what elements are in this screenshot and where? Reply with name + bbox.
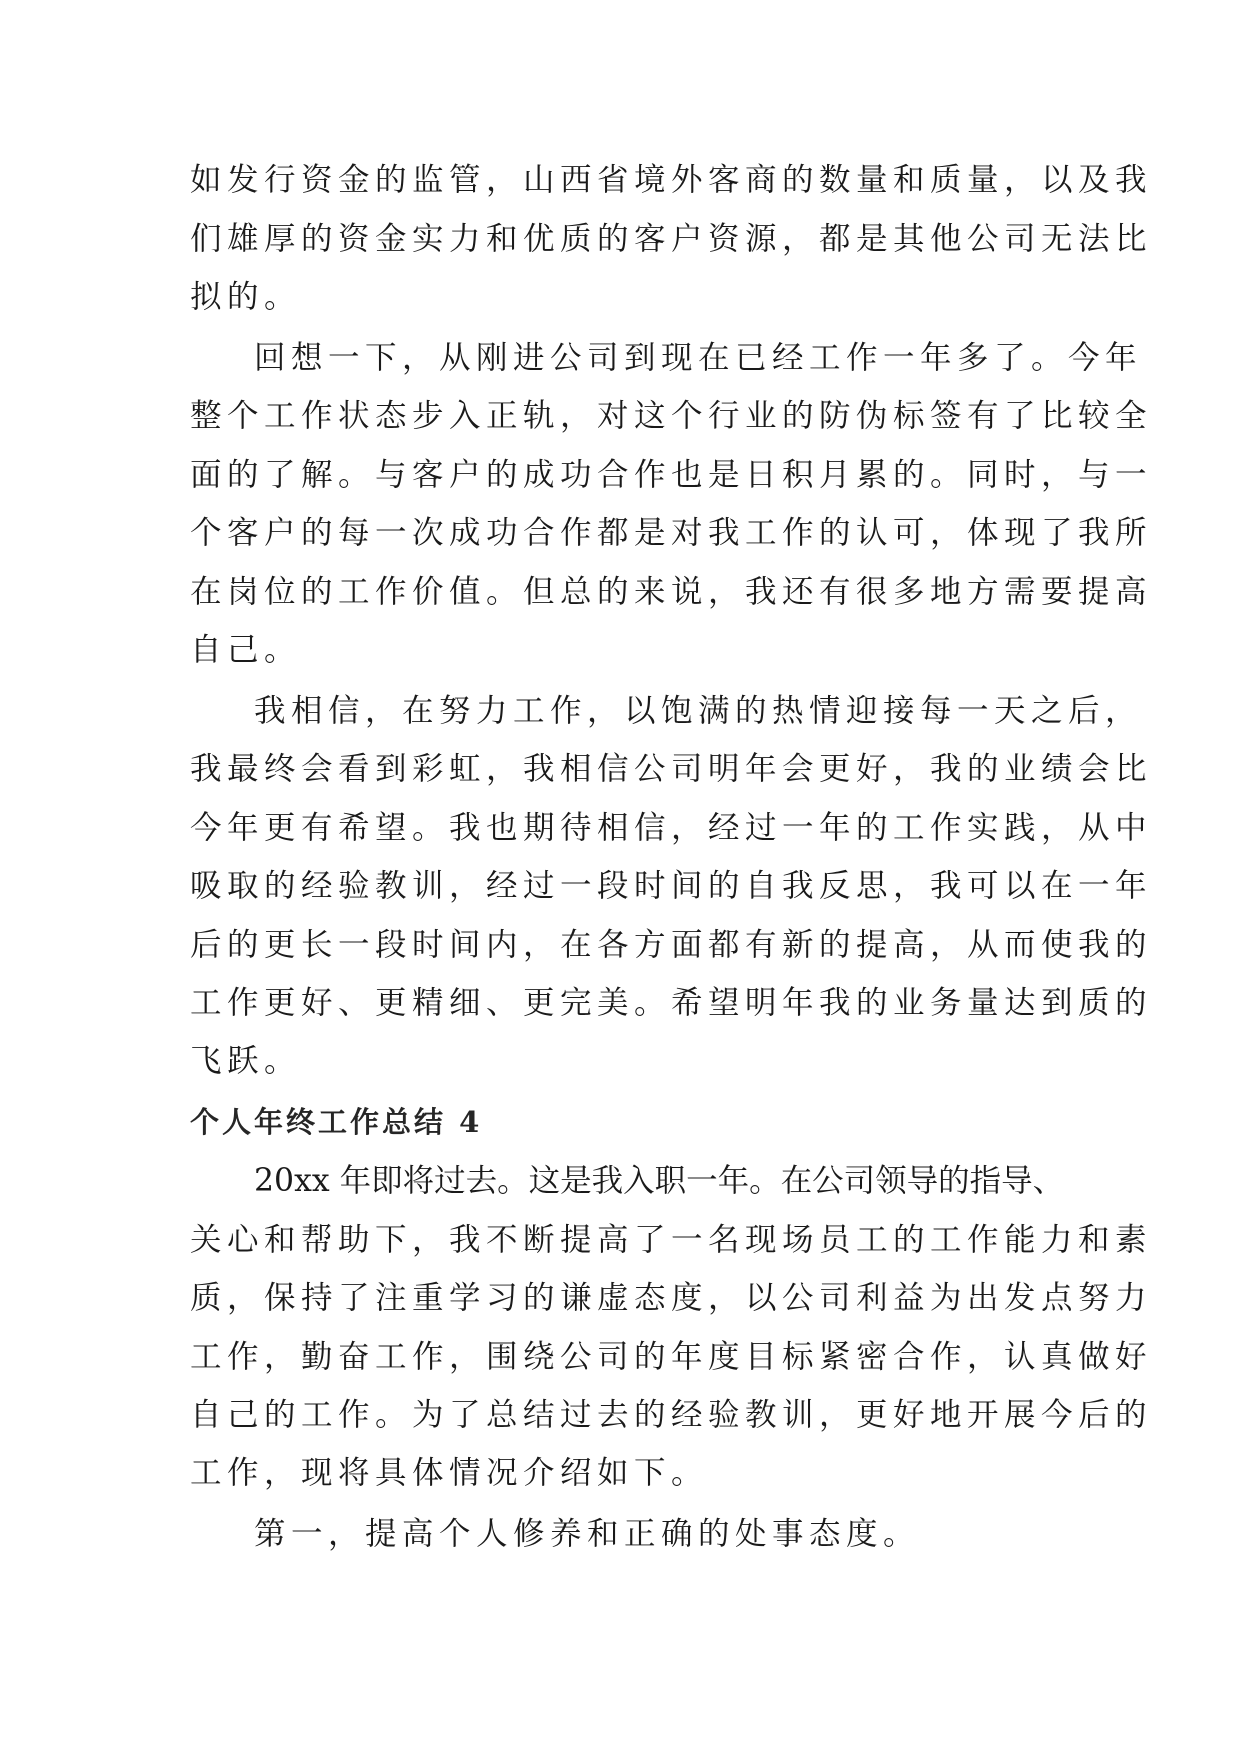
paragraph-line: 工作，现将具体情况介绍如下。: [190, 1455, 709, 1491]
paragraph-line: 吸取的经验教训，经过一段时间的自我反思，我可以在一年: [190, 868, 1153, 904]
paragraph-line: 飞跃。: [190, 1043, 302, 1079]
paragraph-line: 自己。: [190, 632, 302, 668]
paragraph-line: 我相信，在努力工作，以饱满的热情迎接每一天之后，: [254, 693, 1143, 729]
paragraph-line: 在岗位的工作价值。但总的来说，我还有很多地方需要提高: [190, 574, 1153, 610]
paragraph-line: 自己的工作。为了总结过去的经验教训，更好地开展今后的: [190, 1397, 1153, 1433]
paragraph-line: 我最终会看到彩虹，我相信公司明年会更好，我的业绩会比: [190, 751, 1153, 787]
paragraph-line: 面的了解。与客户的成功合作也是日积月累的。同时，与一: [190, 457, 1153, 493]
paragraph-line: 后的更长一段时间内，在各方面都有新的提高，从而使我的: [190, 927, 1153, 963]
paragraph-line: 今年更有希望。我也期待相信，经过一年的工作实践，从中: [190, 810, 1153, 846]
paragraph-line: 质，保持了注重学习的谦虚态度，以公司利益为出发点努力: [190, 1280, 1153, 1316]
paragraph-line: 如发行资金的监管，山西省境外客商的数量和质量，以及我: [190, 162, 1153, 198]
paragraph-line: 关心和帮助下，我不断提高了一名现场员工的工作能力和素: [190, 1222, 1153, 1258]
paragraph-line: 们雄厚的资金实力和优质的客户资源，都是其他公司无法比: [190, 221, 1153, 257]
paragraph-line: 整个工作状态步入正轨，对这个行业的防伪标签有了比较全: [190, 398, 1153, 434]
paragraph-line: 拟的。: [190, 279, 302, 315]
paragraph-line: 个客户的每一次成功合作都是对我工作的认可，体现了我所: [190, 515, 1153, 551]
paragraph-line: 20xx 年即将过去。这是我入职一年。在公司领导的指导、: [254, 1163, 1065, 1199]
paragraph-line: 工作，勤奋工作，围绕公司的年度目标紧密合作，认真做好: [190, 1339, 1153, 1375]
paragraph-line: 第一，提高个人修养和正确的处事态度。: [254, 1516, 921, 1552]
paragraph-line: 回想一下，从刚进公司到现在已经工作一年多了。今年: [254, 340, 1143, 376]
paragraph-line: 工作更好、更精细、更完美。希望明年我的业务量达到质的: [190, 985, 1153, 1021]
section-heading: 个人年终工作总结 4: [190, 1105, 483, 1139]
